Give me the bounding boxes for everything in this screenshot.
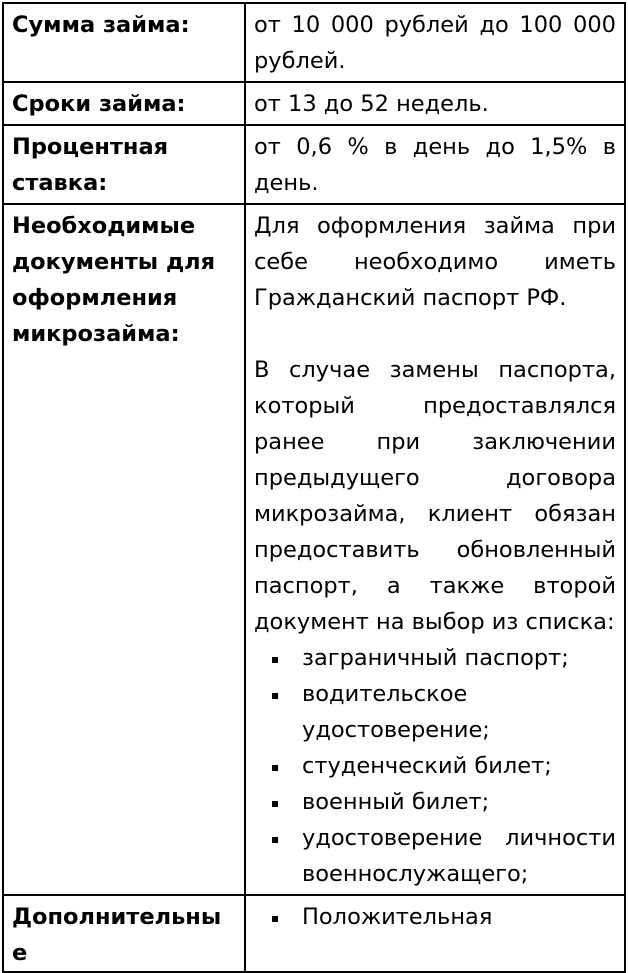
table-row-additional bbox=[3, 895, 625, 972]
square-bullet-icon bbox=[272, 693, 278, 699]
table-row-loan-term bbox=[3, 82, 625, 125]
list-item bbox=[254, 784, 616, 820]
list-item-text: военный билет; bbox=[302, 789, 490, 815]
documents-paragraph-replacement: В случае замены паспорта, который предоставлялся ранее при заключении предыдущего договора микрозайма, клиент обязан предоставить обновленный паспорт, а также второй документ на выбор из списка: bbox=[254, 357, 616, 635]
list-item-text: студенческий билет; bbox=[302, 753, 552, 779]
loan-terms-table bbox=[2, 2, 626, 973]
list-item-text: Положительная bbox=[302, 904, 493, 930]
row-value-interest-rate: от 0,6 % в день до 1,5% в день. bbox=[245, 125, 625, 204]
row-label-required-documents: Необходимые документы для оформления микрозайма: bbox=[3, 204, 245, 895]
square-bullet-icon bbox=[272, 837, 278, 843]
square-bullet-icon bbox=[272, 801, 278, 807]
additional-list bbox=[254, 899, 616, 935]
square-bullet-icon bbox=[272, 916, 278, 922]
table-row-loan-amount bbox=[3, 3, 625, 82]
list-item bbox=[254, 640, 616, 676]
square-bullet-icon bbox=[272, 765, 278, 771]
list-item-text: удостоверение личности военнослужащего; bbox=[302, 825, 616, 887]
documents-paragraph-passport: Для оформления займа при себе необходимо иметь Гражданский паспорт РФ. bbox=[254, 213, 616, 311]
row-value-loan-amount: от 10 000 рублей до 100 000 рублей. bbox=[245, 3, 625, 82]
row-value-loan-term: от 13 до 52 недель. bbox=[245, 82, 625, 125]
row-label-interest-rate: Процентная ставка: bbox=[3, 125, 245, 204]
square-bullet-icon bbox=[272, 657, 278, 663]
row-label-loan-amount: Сумма займа: bbox=[3, 3, 245, 82]
row-value-required-documents bbox=[245, 204, 625, 895]
list-item bbox=[254, 899, 616, 935]
row-label-additional: Дополнительные bbox=[3, 895, 245, 972]
list-item-text: водительское удостоверение; bbox=[302, 681, 490, 743]
list-item bbox=[254, 820, 616, 892]
list-item bbox=[254, 676, 616, 748]
table-row-interest-rate bbox=[3, 125, 625, 204]
row-label-loan-term: Сроки займа: bbox=[3, 82, 245, 125]
documents-list bbox=[254, 640, 616, 892]
row-value-additional bbox=[245, 895, 625, 972]
table-row-required-documents bbox=[3, 204, 625, 895]
list-item-text: заграничный паспорт; bbox=[302, 645, 569, 671]
list-item bbox=[254, 748, 616, 784]
